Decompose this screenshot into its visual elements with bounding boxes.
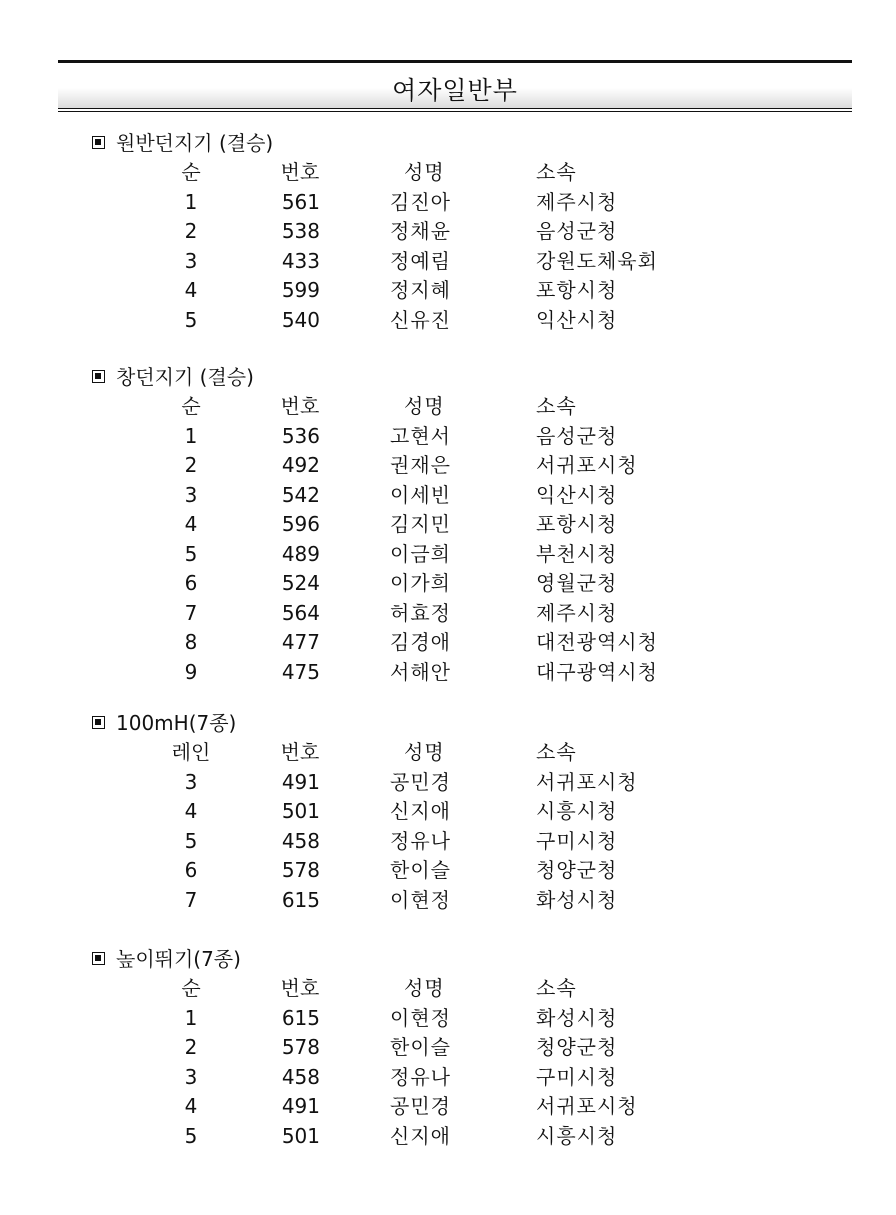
athlete-name-cell: 서해안 (390, 659, 451, 684)
bib-number-cell: 564 (281, 600, 320, 625)
bib-number-cell: 501 (281, 799, 320, 823)
table-row (90, 886, 790, 916)
rank-cell: 6 (184, 571, 198, 595)
page-title: 여자일반부 (392, 76, 518, 105)
table-row (90, 188, 790, 218)
rank-cell: 3 (184, 1064, 198, 1089)
column-header: 소속 (536, 740, 577, 764)
table-row (90, 1033, 790, 1063)
column-header: 성명 (404, 740, 445, 764)
table-row (90, 1063, 790, 1093)
column-header: 소속 (536, 160, 577, 184)
bib-number-cell: 489 (281, 541, 320, 566)
rank-cell: 1 (184, 423, 198, 448)
rank-cell: 8 (184, 630, 198, 654)
column-header: 소속 (536, 976, 577, 1000)
table-row (90, 217, 790, 247)
column-header: 순 (181, 394, 201, 418)
table-row (90, 1004, 790, 1034)
rank-cell: 3 (184, 248, 198, 273)
square-bullet-icon (92, 716, 105, 729)
table-row (90, 306, 790, 336)
rank-cell: 1 (184, 1005, 198, 1030)
athlete-name-cell: 이가희 (390, 571, 451, 595)
square-bullet-icon (92, 136, 105, 149)
affiliation-cell: 강원도체육회 (536, 248, 658, 273)
table-row (90, 1122, 790, 1152)
bib-number-cell: 433 (281, 248, 320, 273)
athlete-name-cell: 김경애 (390, 630, 451, 654)
athlete-name-cell: 정예림 (390, 248, 451, 273)
affiliation-cell: 제주시청 (536, 189, 618, 214)
affiliation-cell: 화성시청 (536, 887, 618, 912)
table-row (90, 599, 790, 629)
athlete-name-cell: 정유나 (390, 828, 451, 853)
bib-number-cell: 475 (281, 659, 320, 684)
bib-number-cell: 540 (281, 307, 320, 332)
affiliation-cell: 청양군청 (536, 858, 618, 882)
athlete-name-cell: 한이슬 (390, 858, 451, 882)
event-section (90, 128, 790, 335)
bib-number-cell: 492 (281, 453, 320, 477)
table-row (90, 422, 790, 452)
affiliation-cell: 영월군청 (536, 571, 618, 595)
column-header-row (90, 738, 790, 768)
column-header: 번호 (280, 740, 320, 764)
table-row (90, 1092, 790, 1122)
affiliation-cell: 서귀포시청 (536, 453, 638, 477)
event-heading-text: 높이뛰기(7종) (116, 947, 241, 971)
column-header: 레인 (171, 740, 211, 764)
rank-cell: 7 (184, 887, 198, 912)
event-section (90, 708, 790, 915)
athlete-name-cell: 공민경 (390, 1094, 451, 1118)
square-bullet-icon (92, 952, 105, 965)
rank-cell: 7 (184, 600, 198, 625)
athlete-name-cell: 김지민 (390, 512, 451, 536)
affiliation-cell: 포항시청 (536, 512, 618, 536)
bib-number-cell: 477 (281, 630, 320, 654)
table-row (90, 658, 790, 688)
event-heading (90, 128, 790, 158)
rank-cell: 3 (184, 769, 198, 794)
table-row (90, 856, 790, 886)
bib-number-cell: 524 (281, 571, 320, 595)
table-row (90, 451, 790, 481)
table-row (90, 540, 790, 570)
affiliation-cell: 음성군청 (536, 219, 618, 243)
bib-number-cell: 491 (281, 1094, 320, 1118)
table-row (90, 510, 790, 540)
athlete-name-cell: 권재은 (390, 453, 451, 477)
bib-number-cell: 501 (281, 1123, 320, 1148)
affiliation-cell: 서귀포시청 (536, 1094, 638, 1118)
affiliation-cell: 음성군청 (536, 423, 618, 448)
table-row (90, 768, 790, 798)
event-heading (90, 362, 790, 392)
affiliation-cell: 구미시청 (536, 828, 618, 853)
rank-cell: 4 (184, 799, 198, 823)
athlete-name-cell: 신지애 (390, 799, 451, 823)
bib-number-cell: 578 (281, 858, 320, 882)
rank-cell: 5 (184, 541, 198, 566)
column-header: 번호 (280, 394, 320, 418)
affiliation-cell: 청양군청 (536, 1035, 618, 1059)
athlete-name-cell: 공민경 (390, 769, 451, 794)
rank-cell: 3 (184, 482, 198, 507)
column-header: 성명 (404, 976, 445, 1000)
table-row (90, 276, 790, 306)
rank-cell: 9 (184, 659, 198, 684)
rank-cell: 4 (184, 1094, 198, 1118)
rank-cell: 5 (184, 307, 198, 332)
affiliation-cell: 부천시청 (536, 541, 618, 566)
rank-cell: 5 (184, 1123, 198, 1148)
affiliation-cell: 포항시청 (536, 278, 618, 302)
athlete-name-cell: 허효정 (390, 600, 451, 625)
bib-number-cell: 542 (281, 482, 320, 507)
athlete-name-cell: 신지애 (390, 1123, 451, 1148)
table-row (90, 481, 790, 511)
athlete-name-cell: 신유진 (390, 307, 451, 332)
event-section (90, 362, 790, 687)
table-row (90, 797, 790, 827)
athlete-name-cell: 정채윤 (390, 219, 451, 243)
affiliation-cell: 제주시청 (536, 600, 618, 625)
bib-number-cell: 578 (281, 1035, 320, 1059)
bib-number-cell: 491 (281, 769, 320, 794)
column-header: 성명 (404, 394, 445, 418)
rank-cell: 1 (184, 189, 198, 214)
column-header-row (90, 392, 790, 422)
column-header: 번호 (280, 160, 320, 184)
athlete-name-cell: 고현서 (390, 423, 451, 448)
rank-cell: 2 (184, 1035, 198, 1059)
event-heading (90, 708, 790, 738)
table-row (90, 827, 790, 857)
affiliation-cell: 대전광역시청 (536, 630, 658, 654)
event-heading-text: 원반던지기 (결승) (116, 131, 274, 155)
rank-cell: 2 (184, 219, 198, 243)
column-header: 성명 (404, 160, 445, 184)
bib-number-cell: 458 (281, 1064, 320, 1089)
affiliation-cell: 서귀포시청 (536, 769, 638, 794)
table-row (90, 628, 790, 658)
event-section (90, 944, 790, 1151)
athlete-name-cell: 이현정 (390, 887, 451, 912)
bib-number-cell: 615 (281, 887, 320, 912)
affiliation-cell: 시흥시청 (536, 799, 618, 823)
athlete-name-cell: 정지혜 (390, 278, 451, 302)
column-header: 순 (181, 160, 201, 184)
athlete-name-cell: 이현정 (390, 1005, 451, 1030)
table-row (90, 569, 790, 599)
column-header: 순 (181, 976, 201, 1000)
affiliation-cell: 대구광역시청 (536, 659, 658, 684)
bib-number-cell: 458 (281, 828, 320, 853)
affiliation-cell: 시흥시청 (536, 1123, 618, 1148)
bib-number-cell: 599 (281, 278, 320, 302)
bib-number-cell: 615 (281, 1005, 320, 1030)
event-heading-text: 창던지기 (결승) (116, 365, 254, 389)
rank-cell: 4 (184, 278, 198, 302)
athlete-name-cell: 김진아 (390, 189, 451, 214)
event-heading-text: 100mH(7종) (116, 711, 237, 735)
column-header: 번호 (280, 976, 320, 1000)
bib-number-cell: 538 (281, 219, 320, 243)
affiliation-cell: 화성시청 (536, 1005, 618, 1030)
rank-cell: 4 (184, 512, 198, 536)
affiliation-cell: 익산시청 (536, 307, 618, 332)
bib-number-cell: 596 (281, 512, 320, 536)
table-row (90, 247, 790, 277)
bib-number-cell: 536 (281, 423, 320, 448)
rank-cell: 6 (184, 858, 198, 882)
column-header: 소속 (536, 394, 577, 418)
athlete-name-cell: 정유나 (390, 1064, 451, 1089)
affiliation-cell: 구미시청 (536, 1064, 618, 1089)
column-header-row (90, 974, 790, 1004)
athlete-name-cell: 한이슬 (390, 1035, 451, 1059)
event-heading (90, 944, 790, 974)
athlete-name-cell: 이금희 (390, 541, 451, 566)
affiliation-cell: 익산시청 (536, 482, 618, 507)
column-header-row (90, 158, 790, 188)
athlete-name-cell: 이세빈 (390, 482, 451, 507)
bib-number-cell: 561 (281, 189, 320, 214)
square-bullet-icon (92, 370, 105, 383)
rank-cell: 2 (184, 453, 198, 477)
title-bar (58, 60, 852, 112)
rank-cell: 5 (184, 828, 198, 853)
